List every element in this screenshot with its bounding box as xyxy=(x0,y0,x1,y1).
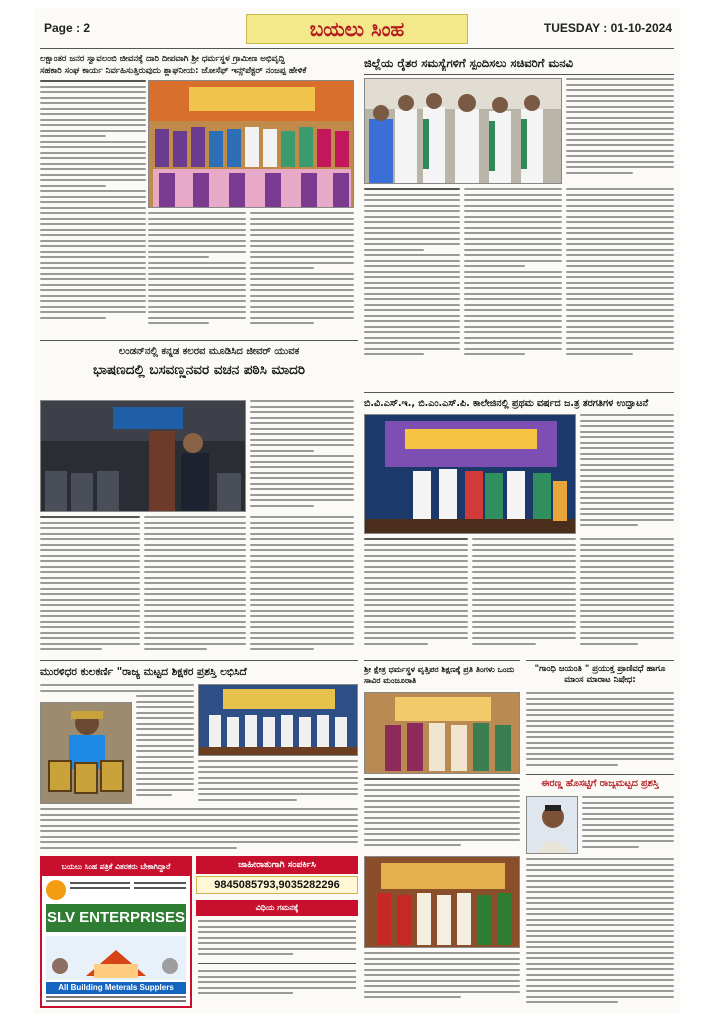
classified-ads-box xyxy=(196,856,358,1008)
article-body xyxy=(526,692,674,772)
section-rule xyxy=(364,74,674,75)
ad-company-name: SLV ENTERPRISES xyxy=(46,904,186,932)
article-body xyxy=(582,796,674,854)
article-body xyxy=(136,684,194,804)
article-headline: ಜಿಲ್ಲೆಯ ರೈತರ ಸಮಸ್ಯೆಗಳಿಗೆ ಸ್ಪಂದಿಸಲು ಸಚಿವರಿಗೆ ಮನವಿ xyxy=(364,56,574,70)
article-body xyxy=(250,400,354,512)
ad-banner: ಬಯಲು ಸಿಂಹ ಪತ್ರಿಕೆ ವಿತರಕರು ಬೇಕಾಗಿದ್ದಾರೆ xyxy=(42,858,190,876)
section-rule xyxy=(40,340,358,341)
article-body xyxy=(364,778,520,850)
article-body xyxy=(580,538,674,656)
article-body xyxy=(250,212,354,336)
article-body xyxy=(364,188,460,368)
article-body xyxy=(464,188,562,368)
ad-contact-phone xyxy=(134,882,186,896)
article-body xyxy=(472,538,576,656)
article-headline: "ಗಾಂಧಿ ಜಯಂತಿ " ಪ್ರಯುಕ್ತ ಪ್ರಾಣಿವಧೆ ಹಾಗೂ ಮಾಂಸ ಮಾರಾಟ ನಿಷೇಧ: xyxy=(534,664,666,685)
article-body xyxy=(198,760,358,804)
article-body xyxy=(40,684,140,698)
notice-title: ವಿಧಿಯ ಗಮನಕ್ಕೆ xyxy=(196,900,358,916)
ad-product-image xyxy=(46,936,186,980)
article-body xyxy=(566,78,674,184)
page-label: Page : 2 xyxy=(44,21,91,35)
article-headline: ಮುರಳಿಧರ ಕುಲಕರ್ಣಿ "ರಾಜ್ಯ ಮಟ್ಟದ ಶಿಕ್ಷಕರ ಪ್ರಶಸ್ತಿ ಲಭಿಸಿದೆ xyxy=(40,666,247,678)
notice-body xyxy=(198,920,356,1006)
article-subkicker: ಸಹಕಾರಿ ಸಂಘ ಕಾರ್ಯ ನಿರ್ವಹಿಸುತ್ತಿರುವುದು ಶ್ಲಾಘನೀಯ: ಜೋಸೆಫ್ ಇನ್ಸ್‌ಪೆಕ್ಟರ್ ನಂಜಪ್ಪ ಹೇಳಿಕೆ xyxy=(40,66,307,76)
award-ceremony-photo xyxy=(198,684,358,756)
article-headline: ಭಾಷಣದಲ್ಲಿ ಬಸವಣ್ಣನವರ ವಚನ ಪಠಿಸಿ ಮಾದರಿ xyxy=(92,362,306,378)
article-body xyxy=(566,188,674,368)
section-rule xyxy=(526,774,674,775)
article-body xyxy=(580,414,674,534)
college-event-photo xyxy=(364,414,576,534)
article-kicker: ಲಂಡನ್‌ನಲ್ಲಿ ಕನ್ನಡ ಕಲರವ ಮೂಡಿಸಿದ ಜೀವರ್ ಯುವಕ xyxy=(118,346,300,357)
eranna-portrait-photo xyxy=(526,796,578,854)
ad-tagline: All Building Meterals Supplers xyxy=(46,982,186,994)
article-headline: ಈರಣ್ಣ ಹೊಸಟ್ಟಿಗೆ ರಾಜ್ಯಮಟ್ಟದ ಪ್ರಶಸ್ತಿ xyxy=(541,778,659,789)
ad-phone-numbers: 9845085793,9035282296 xyxy=(196,876,358,894)
newspaper-page xyxy=(34,8,680,1014)
ad-address xyxy=(46,996,186,1004)
section-rule xyxy=(40,660,358,661)
section-rule xyxy=(364,660,520,661)
article-kicker: ಲಕ್ಷಾಂತರ ಜನರ ಸ್ವಾವಲಂಬಿ ಜೀವನಕ್ಕೆ ದಾರಿ ದೀಪವಾಗಿ ಶ್ರೀ ಧರ್ಮಸ್ಥಳ ಗ್ರಾಮೀಣ ಅಭಿವೃದ್ಧಿ xyxy=(40,54,285,64)
teacher-award-photo xyxy=(40,702,132,804)
masthead xyxy=(34,14,680,44)
section-rule xyxy=(526,660,674,661)
slv-enterprises-ad xyxy=(40,856,192,1008)
om-icon xyxy=(46,880,66,900)
article-body xyxy=(144,516,246,656)
group-photo xyxy=(148,80,354,208)
article-headline: ಶ್ರೀ ಕ್ಷೇತ್ರ ಧರ್ಮಸ್ಥಳ ವೃತ್ತಿಪರ ಶಿಕ್ಷಣಕ್ಕೆ ಪ್ರತಿ ತಿಂಗಳು ಒಂದು ಸಾವಿರ ಮಂಜೂರಾತಿ xyxy=(364,665,515,685)
minister-photo xyxy=(364,78,562,184)
article-body xyxy=(364,952,520,1008)
ad-contact-title: ಜಾಹೀರಾತುಗಾಗಿ ಸಂಪರ್ಕಿಸಿ xyxy=(196,856,358,874)
article-body xyxy=(364,538,468,656)
london-speech-photo xyxy=(40,400,246,512)
section-rule xyxy=(364,392,674,393)
issue-date: TUESDAY : 01-10-2024 xyxy=(543,21,672,35)
article-body xyxy=(526,858,674,1008)
article-headline: ಬಿ.ವಿ.ಎಸ್.ಇ., ಬಿ.ಎಂ.ಎಸ್.ಪಿ. ಕಾಲೇಜಿನಲ್ಲಿ ಪ್ರಥಮ ವರ್ಷದ ಜ.ತ್ರ ತರಗತಿಗಳ ಉದ್ಘಾಟನೆ xyxy=(364,398,649,409)
scholarship-photo xyxy=(364,692,520,774)
event-photo xyxy=(364,856,520,948)
article-body xyxy=(40,516,140,656)
newspaper-title: ಬಯಲು ಸಿಂಹ xyxy=(246,14,468,44)
ad-contact-name xyxy=(70,882,130,896)
article-body xyxy=(40,80,146,334)
article-body xyxy=(148,212,246,336)
masthead-rule xyxy=(40,48,674,49)
article-body xyxy=(250,516,354,656)
article-body xyxy=(40,808,358,850)
